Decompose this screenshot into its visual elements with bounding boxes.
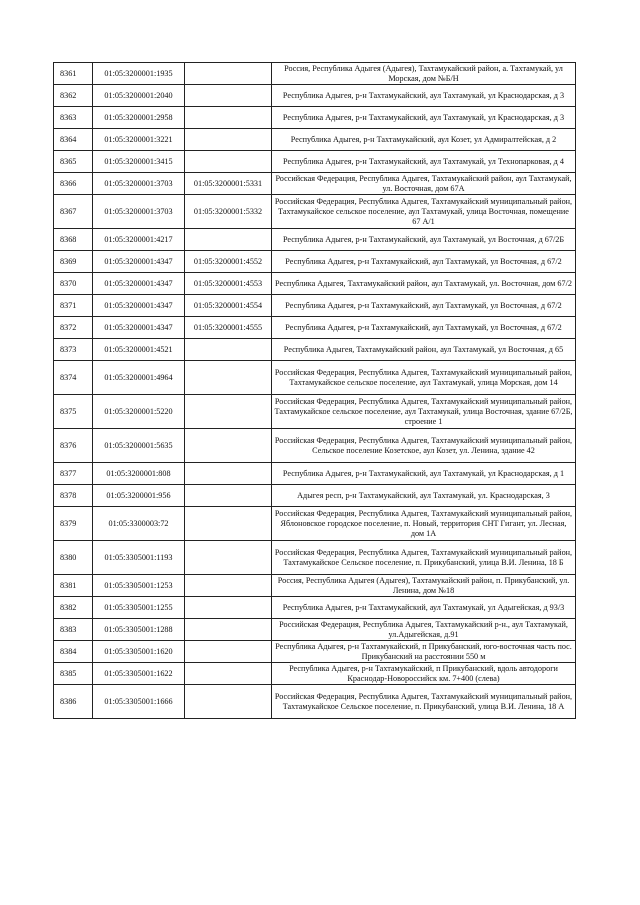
- row-number-cell: 8363: [54, 107, 93, 129]
- cadastral-number-cell: 01:05:3305001:1253: [93, 575, 185, 597]
- table-row: [54, 295, 576, 317]
- address-cell: Россия, Республика Адыгея (Адыгея), Тахтамукайский район, п. Прикубанский, ул. Ленина, дом №18: [272, 575, 576, 597]
- property-table: [53, 62, 576, 719]
- table-row: [54, 195, 576, 229]
- cadastral-number-cell: 01:05:3200001:4347: [93, 273, 185, 295]
- cadastral-number-cell: 01:05:3200001:1935: [93, 63, 185, 85]
- address-cell: Россия, Республика Адыгея (Адыгея), Тахтамукайский район, а. Тахтамукай, ул Морская, дом №Б/Н: [272, 63, 576, 85]
- address-cell: Республика Адыгея, р-н Тахтамукайский, аул Тахтамукай, ул Адыгейская, д 93/3: [272, 597, 576, 619]
- cadastral-number-cell: 01:05:3200001:2040: [93, 85, 185, 107]
- related-cadastral-cell: [185, 685, 272, 719]
- registry-page: [53, 62, 576, 719]
- address-cell: Российская Федерация, Республика Адыгея, Тахтамукайский муниципальный район, Тахтамукайское сельское поселение, аул Тахтамукай, улица Восточная, здание 67/2Б, строение 1: [272, 395, 576, 429]
- cadastral-number-cell: 01:05:3305001:1288: [93, 619, 185, 641]
- related-cadastral-cell: [185, 229, 272, 251]
- cadastral-number-cell: 01:05:3305001:1620: [93, 641, 185, 663]
- address-cell: Республика Адыгея, р-н Тахтамукайский, аул Тахтамукай, ул Восточная, д 67/2: [272, 295, 576, 317]
- row-number-cell: 8382: [54, 597, 93, 619]
- table-row: [54, 541, 576, 575]
- related-cadastral-cell: 01:05:3200001:4553: [185, 273, 272, 295]
- row-number-cell: 8367: [54, 195, 93, 229]
- related-cadastral-cell: [185, 339, 272, 361]
- row-number-cell: 8364: [54, 129, 93, 151]
- address-cell: Республика Адыгея, р-н Тахтамукайский, аул Тахтамукай, ул Восточная, д 67/2: [272, 317, 576, 339]
- row-number-cell: 8384: [54, 641, 93, 663]
- related-cadastral-cell: [185, 619, 272, 641]
- address-cell: Адыгея респ, р-н Тахтамукайский, аул Тахтамукай, ул. Краснодарская, 3: [272, 485, 576, 507]
- address-cell: Российская Федерация, Республика Адыгея, Тахтамукайский муниципальный район, Яблоновское городское поселение, п. Новый, территория СНТ Гигант, ул. Лесная, дом 1А: [272, 507, 576, 541]
- cadastral-number-cell: 01:05:3200001:3703: [93, 173, 185, 195]
- related-cadastral-cell: [185, 663, 272, 685]
- related-cadastral-cell: [185, 63, 272, 85]
- related-cadastral-cell: [185, 129, 272, 151]
- address-cell: Республика Адыгея, р-н Тахтамукайский, аул Тахтамукай, ул Восточная, д 67/2: [272, 251, 576, 273]
- row-number-cell: 8362: [54, 85, 93, 107]
- related-cadastral-cell: [185, 429, 272, 463]
- table-row: [54, 273, 576, 295]
- table-body: [54, 63, 576, 719]
- cadastral-number-cell: 01:05:3200001:956: [93, 485, 185, 507]
- address-cell: Российская Федерация, Республика Адыгея, Тахтамукайский муниципальный район, Тахтамукайское сельское поселение, аул Тахтамукай, улица Морская, дом 14: [272, 361, 576, 395]
- row-number-cell: 8386: [54, 685, 93, 719]
- address-cell: Российская Федерация, Республика Адыгея, Тахтамукайский муниципальный район, Тахтамукайское Сельское поселение, п. Прикубанский, улица В.И. Ленина, 18 А: [272, 685, 576, 719]
- table-row: [54, 129, 576, 151]
- table-row: [54, 151, 576, 173]
- cadastral-number-cell: 01:05:3200001:4964: [93, 361, 185, 395]
- cadastral-number-cell: 01:05:3200001:4347: [93, 251, 185, 273]
- table-row: [54, 395, 576, 429]
- row-number-cell: 8370: [54, 273, 93, 295]
- cadastral-number-cell: 01:05:3200001:5220: [93, 395, 185, 429]
- cadastral-number-cell: 01:05:3305001:1193: [93, 541, 185, 575]
- row-number-cell: 8381: [54, 575, 93, 597]
- cadastral-number-cell: 01:05:3200001:3221: [93, 129, 185, 151]
- row-number-cell: 8376: [54, 429, 93, 463]
- related-cadastral-cell: 01:05:3200001:5331: [185, 173, 272, 195]
- address-cell: Республика Адыгея, Тахтамукайский район, аул Тахтамукай, ул. Восточная, дом 67/2: [272, 273, 576, 295]
- row-number-cell: 8380: [54, 541, 93, 575]
- related-cadastral-cell: [185, 485, 272, 507]
- cadastral-number-cell: 01:05:3200001:4347: [93, 317, 185, 339]
- address-cell: Российская Федерация, Республика Адыгея, Тахтамукайский р-н., аул Тахтамукай, ул.Адыгейская, д.91: [272, 619, 576, 641]
- row-number-cell: 8369: [54, 251, 93, 273]
- related-cadastral-cell: [185, 395, 272, 429]
- related-cadastral-cell: 01:05:3200001:5332: [185, 195, 272, 229]
- table-row: [54, 619, 576, 641]
- row-number-cell: 8365: [54, 151, 93, 173]
- address-cell: Республика Адыгея, р-н Тахтамукайский, аул Тахтамукай, ул Краснодарская, д 3: [272, 85, 576, 107]
- row-number-cell: 8373: [54, 339, 93, 361]
- table-row: [54, 63, 576, 85]
- cadastral-number-cell: 01:05:3200001:5635: [93, 429, 185, 463]
- table-row: [54, 685, 576, 719]
- cadastral-number-cell: 01:05:3200001:4521: [93, 339, 185, 361]
- address-cell: Республика Адыгея, р-н Тахтамукайский, аул Тахтамукай, ул Краснодарская, д 1: [272, 463, 576, 485]
- row-number-cell: 8366: [54, 173, 93, 195]
- cadastral-number-cell: 01:05:3200001:3415: [93, 151, 185, 173]
- address-cell: Республика Адыгея, р-н Тахтамукайский, п Прикубанский, вдоль автодороги Краснодар-Новороссийск км. 7+400 (слева): [272, 663, 576, 685]
- table-row: [54, 107, 576, 129]
- row-number-cell: 8379: [54, 507, 93, 541]
- table-row: [54, 85, 576, 107]
- address-cell: Российская Федерация, Республика Адыгея, Тахтамукайский район, аул Тахтамукай, ул. Восточная, дом 67А: [272, 173, 576, 195]
- cadastral-number-cell: 01:05:3305001:1622: [93, 663, 185, 685]
- table-row: [54, 507, 576, 541]
- table-row: [54, 641, 576, 663]
- table-row: [54, 429, 576, 463]
- row-number-cell: 8378: [54, 485, 93, 507]
- cadastral-number-cell: 01:05:3200001:3703: [93, 195, 185, 229]
- row-number-cell: 8361: [54, 63, 93, 85]
- related-cadastral-cell: [185, 107, 272, 129]
- related-cadastral-cell: [185, 507, 272, 541]
- related-cadastral-cell: [185, 151, 272, 173]
- row-number-cell: 8371: [54, 295, 93, 317]
- row-number-cell: 8368: [54, 229, 93, 251]
- cadastral-number-cell: 01:05:3200001:2958: [93, 107, 185, 129]
- table-row: [54, 463, 576, 485]
- related-cadastral-cell: [185, 361, 272, 395]
- cadastral-number-cell: 01:05:3200001:4347: [93, 295, 185, 317]
- row-number-cell: 8374: [54, 361, 93, 395]
- row-number-cell: 8375: [54, 395, 93, 429]
- table-row: [54, 339, 576, 361]
- related-cadastral-cell: [185, 575, 272, 597]
- table-row: [54, 251, 576, 273]
- row-number-cell: 8385: [54, 663, 93, 685]
- table-row: [54, 361, 576, 395]
- row-number-cell: 8372: [54, 317, 93, 339]
- table-row: [54, 597, 576, 619]
- table-row: [54, 575, 576, 597]
- row-number-cell: 8377: [54, 463, 93, 485]
- address-cell: Республика Адыгея, Тахтамукайский район, аул Тахтамукай, ул Восточная, д 65: [272, 339, 576, 361]
- address-cell: Республика Адыгея, р-н Тахтамукайский, аул Тахтамукай, ул Технопарковая, д 4: [272, 151, 576, 173]
- address-cell: Республика Адыгея, р-н Тахтамукайский, аул Козет, ул Адмиралтейская, д 2: [272, 129, 576, 151]
- related-cadastral-cell: 01:05:3200001:4552: [185, 251, 272, 273]
- table-row: [54, 173, 576, 195]
- cadastral-number-cell: 01:05:3300003:72: [93, 507, 185, 541]
- related-cadastral-cell: [185, 463, 272, 485]
- address-cell: Российская Федерация, Республика Адыгея, Тахтамукайский муниципальный район, Тахтамукайское Сельское поселение, п. Прикубанский, улица В.И. Ленина, 18 Б: [272, 541, 576, 575]
- cadastral-number-cell: 01:05:3200001:808: [93, 463, 185, 485]
- related-cadastral-cell: [185, 541, 272, 575]
- table-row: [54, 317, 576, 339]
- address-cell: Российская Федерация, Республика Адыгея, Тахтамукайский муниципальный район, Тахтамукайское сельское поселение, аул Тахтамукай, улица Восточная, помещение 67 А/1: [272, 195, 576, 229]
- table-row: [54, 663, 576, 685]
- table-row: [54, 485, 576, 507]
- cadastral-number-cell: 01:05:3305001:1666: [93, 685, 185, 719]
- related-cadastral-cell: [185, 641, 272, 663]
- related-cadastral-cell: [185, 85, 272, 107]
- address-cell: Республика Адыгея, р-н Тахтамукайский, п Прикубанский, юго-восточная часть пос. Прикубанский на расстоянии 550 м: [272, 641, 576, 663]
- cadastral-number-cell: 01:05:3305001:1255: [93, 597, 185, 619]
- address-cell: Республика Адыгея, р-н Тахтамукайский, аул Тахтамукай, ул Краснодарская, д 3: [272, 107, 576, 129]
- table-row: [54, 229, 576, 251]
- row-number-cell: 8383: [54, 619, 93, 641]
- related-cadastral-cell: [185, 597, 272, 619]
- address-cell: Республика Адыгея, р-н Тахтамукайский, аул Тахтамукай, ул Восточная, д 67/2Б: [272, 229, 576, 251]
- related-cadastral-cell: 01:05:3200001:4555: [185, 317, 272, 339]
- cadastral-number-cell: 01:05:3200001:4217: [93, 229, 185, 251]
- address-cell: Российская Федерация, Республика Адыгея, Тахтамукайский муниципальный район, Сельское поселение Козетское, аул Козет, ул. Ленина, здание 42: [272, 429, 576, 463]
- related-cadastral-cell: 01:05:3200001:4554: [185, 295, 272, 317]
